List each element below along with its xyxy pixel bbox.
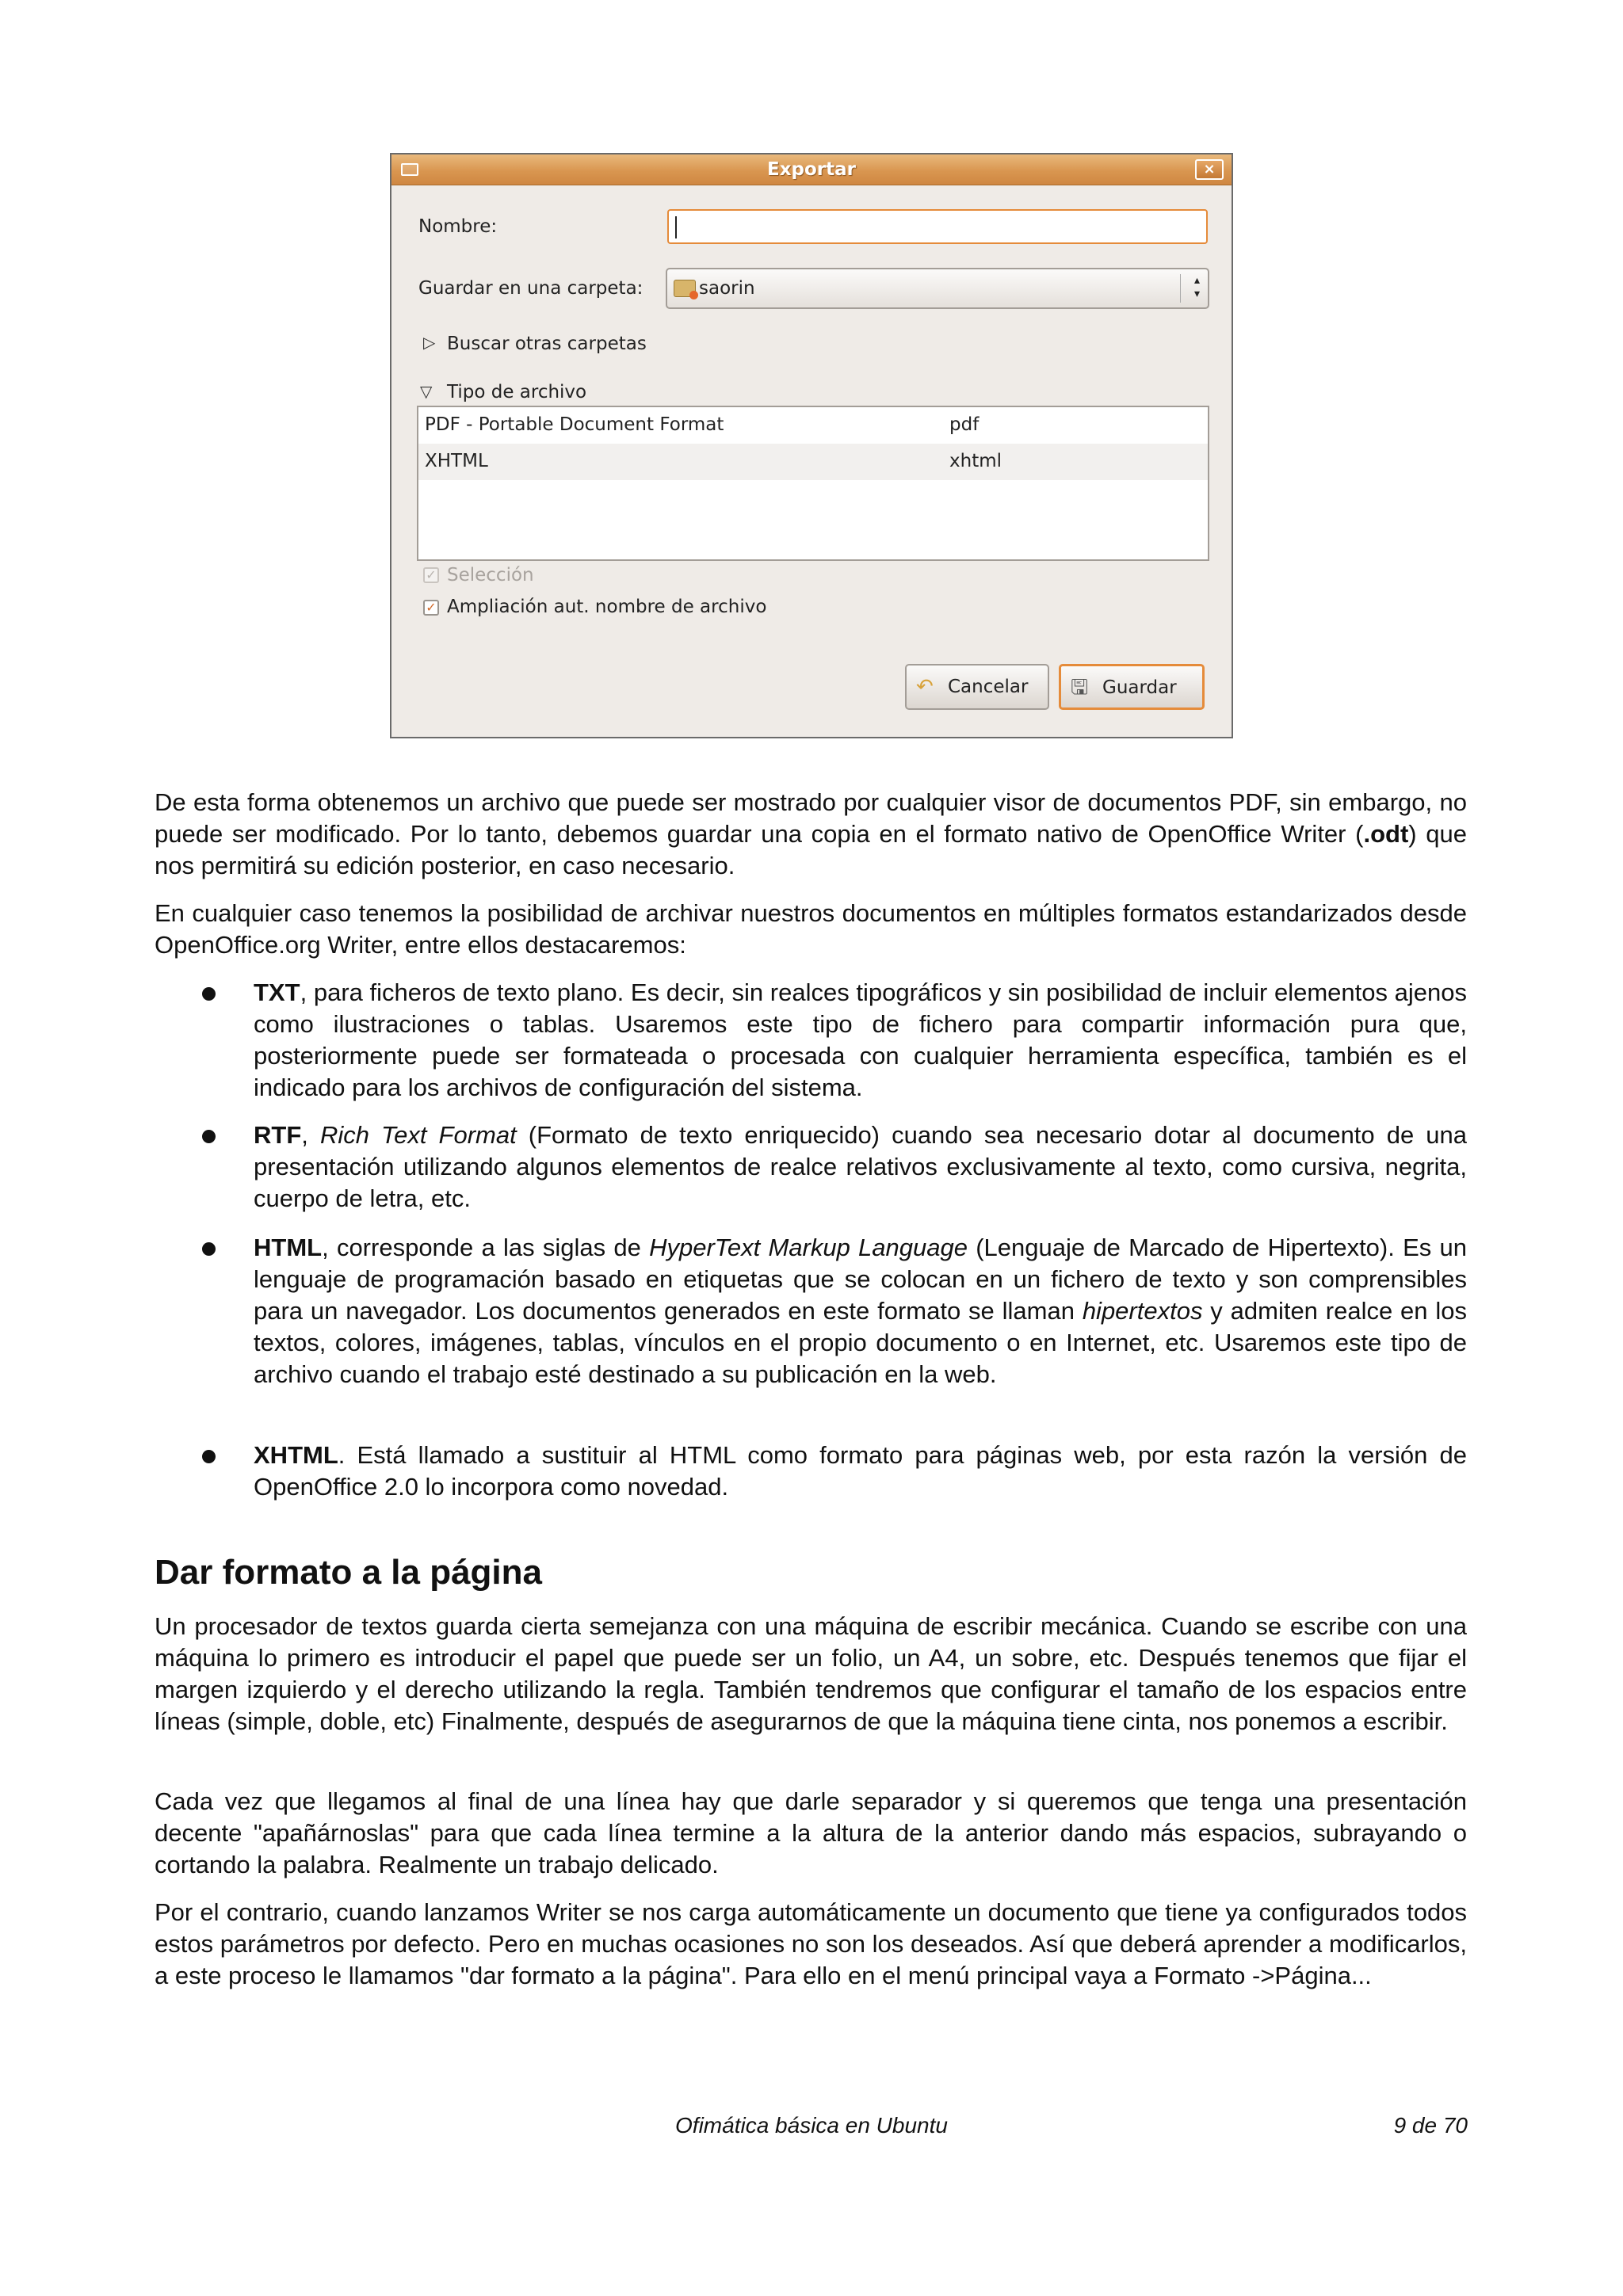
- paragraph-2: En cualquier caso tenemos la posibilidad de archivar nuestros documentos en múltiples formatos estandarizados desde OpenOffice.org Writer, entre ellos destacaremos:: [155, 899, 1467, 959]
- name-label: Nombre:: [418, 216, 498, 237]
- bullet-icon: [202, 1450, 216, 1463]
- bullet-icon: [202, 1242, 216, 1256]
- footer-title: Ofimática básica en Ubuntu: [675, 2113, 948, 2138]
- bullet-icon: [202, 987, 216, 1001]
- folder-icon: [674, 280, 696, 297]
- auto-extension-label: Ampliación aut. nombre de archivo: [447, 597, 767, 617]
- browse-folders-expander[interactable]: Buscar otras carpetas: [447, 334, 647, 354]
- auto-extension-checkbox[interactable]: ✓: [423, 600, 439, 616]
- triangle-down-icon[interactable]: ▽: [420, 382, 433, 401]
- bullet-icon: [202, 1130, 216, 1143]
- list-item[interactable]: [418, 407, 1208, 444]
- name-input[interactable]: [667, 209, 1208, 244]
- list-item: XHTML. Está llamado a sustituir al HTML como formato para páginas web, por esta razón la versión de OpenOffice 2.0 lo incorpora como novedad.: [155, 1440, 1467, 1503]
- paragraph-5: Por el contrario, cuando lanzamos Writer se nos carga automáticamente un documento que tiene ya configurados todos estos parámetros por defecto. Pero en muchas ocasiones no son los deseados. Así que deberá aprender a modificarlos, a este proceso le llamamos "dar formato a la página". Para ello en el menú principal vaya a Formato ->Página...: [155, 1898, 1467, 1989]
- selection-checkbox[interactable]: ✓: [423, 567, 439, 583]
- list-item[interactable]: [418, 444, 1208, 480]
- paragraph-3: Un procesador de textos guarda cierta semejanza con una máquina de escribir mecánica. Cuando se escribe con una máquina lo primero es introducir el papel que puede ser un folio, un A4, un sobre, etc. Después tenemos que fijar el margen izquierdo y el derecho utilizando la regla. También tendremos que configurar el tamaño de los espacios entre líneas (simple, doble, etc) Finalmente, después de asegurarnos de que la máquina tiene cinta, nos ponemos a escribir.: [155, 1612, 1467, 1735]
- text-caret: [675, 216, 677, 238]
- updown-arrows-icon: ▴ ▾: [1193, 274, 1200, 300]
- triangle-right-icon[interactable]: ▷: [423, 333, 436, 352]
- dialog-titlebar: [391, 154, 1232, 185]
- folder-label: Guardar en una carpeta:: [418, 278, 643, 299]
- folder-value: saorin: [699, 278, 755, 299]
- save-button[interactable]: 🖫 Guardar: [1059, 664, 1205, 710]
- section-heading: Dar formato a la página: [155, 1553, 543, 1592]
- close-icon[interactable]: ×: [1195, 159, 1224, 180]
- list-item: RTF, Rich Text Format (Formato de texto enriquecido) cuando sea necesario dotar al documento de una presentación utilizando algunos elementos de realce relativos exclusivamente al texto, como cursiva, negrita, cuerpo de letra, etc.: [155, 1119, 1467, 1215]
- selection-label: Selección: [447, 565, 534, 585]
- export-dialog-screenshot: [390, 153, 1233, 738]
- folder-select[interactable]: [666, 268, 1209, 309]
- filetype-name: PDF - Portable Document Format: [425, 414, 724, 435]
- dialog-title: Exportar: [766, 159, 856, 180]
- list-item: TXT, para ficheros de texto plano. Es decir, sin realces tipográficos y sin posibilidad de incluir elementos ajenos como ilustraciones o tablas. Usaremos este tipo de fichero para compartir información pura que, posteriormente puede ser formateada o procesada con cualquier herramienta específica, también es el indicado para los archivos de configuración del sistema.: [155, 977, 1467, 1104]
- filetype-ext: pdf: [949, 414, 980, 435]
- paragraph-1: De esta forma obtenemos un archivo que puede ser mostrado por cualquier visor de documentos PDF, sin embargo, no puede ser modificado. Por lo tanto, debemos guardar una copia en el formato nativo de OpenOffice Writer (.odt) que nos permitirá su edición posterior, en caso necesario.: [155, 788, 1467, 879]
- filetype-expander[interactable]: Tipo de archivo: [447, 382, 587, 402]
- filetype-ext: xhtml: [949, 451, 1002, 471]
- filetype-list[interactable]: [417, 406, 1209, 561]
- paragraph-4: Cada vez que llegamos al final de una línea hay que darle separador y si queremos que tenga una presentación decente "apañárnoslas" para que cada línea termine a la altura de la anterior dando más espacios, subrayando o cortando la palabra. Realmente un trabajo delicado.: [155, 1787, 1467, 1878]
- floppy-disk-icon: 🖫: [1071, 676, 1089, 700]
- list-item: HTML, corresponde a las siglas de HyperText Markup Language (Lenguaje de Marcado de Hipertexto). Es un lenguaje de programación basado en etiquetas que se colocan en un fichero de texto y son comprensibles para un navegador. Los documentos generados en este formato se llaman hipertextos y admiten realce en los textos, colores, imágenes, tablas, vínculos en el propio documento o en Internet, etc. Usaremos este tipo de archivo cuando el trabajo esté destinado a su publicación en la web.: [155, 1232, 1467, 1390]
- cancel-button[interactable]: ↶ Cancelar: [905, 664, 1049, 710]
- undo-icon: ↶: [916, 675, 934, 699]
- filetype-name: XHTML: [425, 451, 488, 471]
- page-number: 9 de 70: [1393, 2113, 1468, 2138]
